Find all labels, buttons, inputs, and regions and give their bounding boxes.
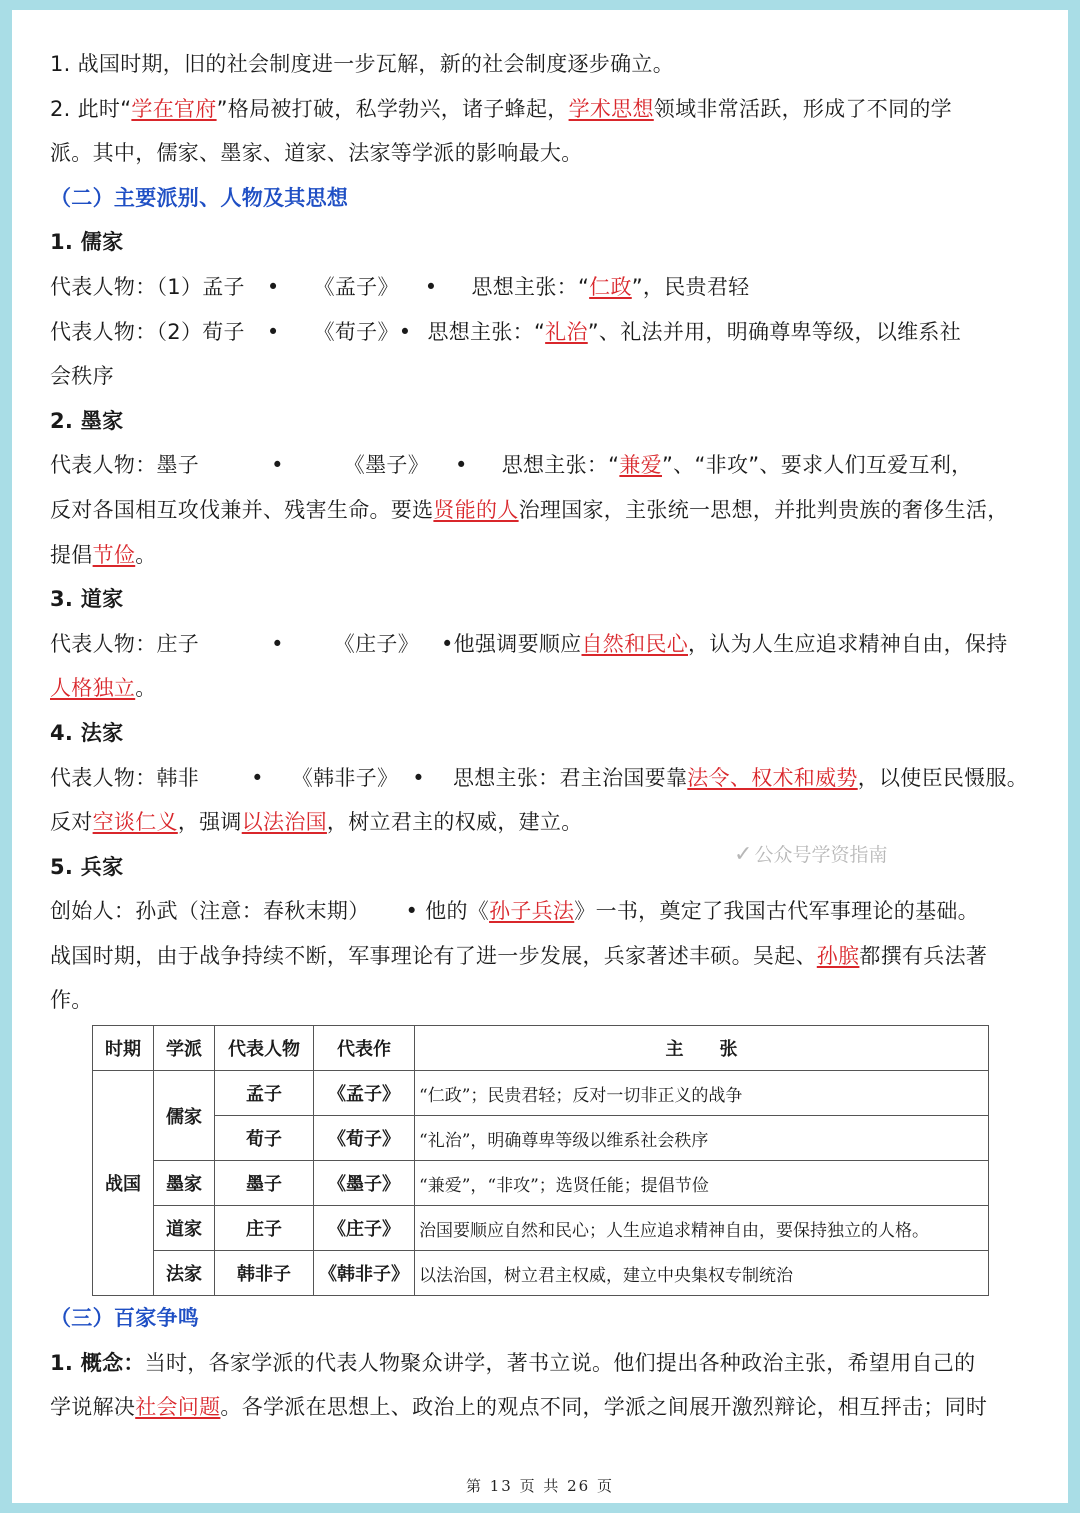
keyword: 社会问题: [135, 1395, 221, 1420]
text: 代表人物：墨子: [50, 453, 200, 478]
text: 会秩序: [50, 364, 114, 389]
school-cell: 墨家: [154, 1161, 215, 1206]
heading-confucian: 1. 儒家: [50, 230, 124, 255]
claim-cell: “礼治”，明确尊卑等级以维系社会秩序: [415, 1116, 989, 1161]
header-period: 时期: [93, 1026, 154, 1071]
text: 》一书，奠定了我国古代军事理论的基础。: [574, 899, 979, 924]
text: ，树立君主的权威，建立。: [326, 810, 583, 835]
text: 作。: [50, 988, 93, 1013]
table-row: [93, 1116, 989, 1161]
text: 思想主张：“: [471, 274, 590, 299]
bullet: •: [266, 274, 280, 299]
text: 反对各国相互攻伐兼并、残害生命。要选: [50, 497, 434, 522]
header-work: 代表作: [314, 1026, 415, 1071]
text: 《荀子》•: [313, 319, 412, 344]
person-cell: 韩非子: [215, 1251, 314, 1296]
section-2-title: （二）主要派别、人物及其思想: [50, 185, 349, 210]
mohist-line-1: [50, 443, 1040, 488]
keyword: 节俭: [92, 542, 136, 567]
keyword: 孙膑: [816, 943, 860, 968]
summary-table: [92, 1025, 989, 1296]
text: 代表人物：（1）孟子: [50, 274, 245, 299]
text: ，以使臣民慑服。: [857, 765, 1029, 790]
header-claim: 主 张: [415, 1026, 989, 1071]
school-cell: 儒家: [154, 1071, 215, 1161]
text: 代表人物：韩非: [50, 765, 200, 790]
claim-cell: “仁政”；民贵君轻；反对一切非正义的战争: [415, 1071, 989, 1116]
text: 1. 战国时期，旧的社会制度进一步瓦解，新的社会制度逐步确立。: [50, 52, 675, 76]
page-footer: 第 13 页 共 26 页: [465, 1477, 614, 1495]
text: 思想主张：“: [427, 319, 546, 344]
bullet: •: [455, 453, 468, 478]
keyword: 学在官府: [131, 96, 217, 121]
text: 《韩非子》: [291, 765, 399, 790]
heading-legalist: 4. 法家: [50, 720, 124, 745]
keyword: 以法治国: [241, 810, 327, 835]
text: ”，民贵君轻: [631, 274, 750, 299]
text: 都撰有兵法著: [859, 943, 988, 968]
claim-cell: 以法治国，树立君主权威，建立中央集权专制统治: [415, 1251, 989, 1296]
watermark-text: 公众号学资指南: [754, 844, 888, 866]
keyword: 法令、权术和威势: [687, 765, 858, 790]
claim-cell: 治国要顺应自然和民心；人生应追求精神自由，要保持独立的人格。: [415, 1206, 989, 1251]
heading-mohist: 2. 墨家: [50, 408, 124, 433]
confucian-line-1: [50, 265, 1040, 310]
military-line-3: [50, 978, 1040, 1023]
school-cell: 道家: [154, 1206, 215, 1251]
keyword: 自然和民心: [581, 631, 688, 656]
text: 治理国家，主张统一思想，并批判贵族的奢侈生活，: [518, 497, 1009, 522]
text: 代表人物：（2）荀子: [50, 319, 245, 344]
keyword: 贤能的人: [433, 497, 519, 522]
text: ”、礼法并用，明确尊卑等级，以维系社: [587, 319, 962, 344]
table-header-row: [93, 1026, 989, 1071]
text: 派。其中，儒家、墨家、道家、法家等学派的影响最大。: [50, 141, 583, 166]
text: 思想主张：君主治国要靠: [452, 765, 688, 790]
text: 代表人物：庄子: [50, 631, 200, 656]
claim-cell: “兼爱”，“非攻”；选贤任能；提倡节俭: [415, 1161, 989, 1206]
mohist-line-3: [50, 533, 1040, 578]
school-cell: 法家: [154, 1251, 215, 1296]
text: 。各学派在思想上、政治上的观点不同，学派之间展开激烈辩论，相互抨击；同时: [220, 1395, 988, 1420]
keyword: 孙子兵法: [489, 899, 575, 924]
legalist-line-2: [50, 800, 1040, 845]
bullet: •: [251, 765, 264, 790]
person-cell: 孟子: [215, 1071, 314, 1116]
text: 学说解决: [50, 1395, 136, 1420]
keyword: 兼爱: [619, 453, 662, 478]
watermark: [734, 840, 887, 867]
military-line-2: [50, 934, 1040, 979]
work-cell: 《孟子》: [314, 1071, 415, 1116]
legalist-line-1: [50, 756, 1040, 801]
text: 《庄子》: [333, 631, 419, 656]
keyword: 礼治: [545, 319, 588, 344]
text: 《墨子》: [343, 453, 429, 478]
table-row: [93, 1071, 989, 1116]
text: 战国时期，由于战争持续不断，军事理论有了进一步发展，兵家著述丰硕。吴起、: [50, 943, 817, 968]
header-person: 代表人物: [215, 1026, 314, 1071]
work-cell: 《韩非子》: [314, 1251, 415, 1296]
text: 2. 此时“: [50, 96, 132, 121]
text: •他强调要顺应: [441, 631, 582, 656]
text: 《孟子》: [313, 274, 399, 299]
table-row: [93, 1206, 989, 1251]
confucian-line-2: [50, 310, 1040, 355]
text: ，认为人生应追求精神自由，保持: [688, 631, 1008, 656]
section-3-title: （三）百家争鸣: [50, 1306, 200, 1331]
work-cell: 《荀子》: [314, 1116, 415, 1161]
person-cell: 荀子: [215, 1116, 314, 1161]
section-3-line-2: [50, 1385, 1040, 1430]
text: 当时，各家学派的代表人物聚众讲学，著书立说。他们提出各种政治主张，希望用自己的: [144, 1350, 976, 1375]
heading-taoist: 3. 道家: [50, 587, 124, 612]
text: 。: [135, 676, 157, 701]
term-label: 1. 概念：: [50, 1350, 145, 1375]
page-content: [50, 42, 1040, 1430]
keyword: 仁政: [589, 274, 632, 299]
taoist-line-1: [50, 622, 1040, 667]
table-row: [93, 1251, 989, 1296]
bullet: •: [412, 765, 425, 790]
work-cell: 《墨子》: [314, 1161, 415, 1206]
keyword: 人格独立: [50, 676, 136, 701]
person-cell: 墨子: [215, 1161, 314, 1206]
text: 提倡: [50, 542, 93, 567]
bullet: •: [266, 319, 280, 344]
keyword: 空谈仁义: [92, 810, 178, 835]
military-line-1: [50, 889, 1040, 934]
heading-military: 5. 兵家: [50, 854, 124, 879]
intro-line-2: [50, 87, 1040, 132]
mohist-line-2: [50, 488, 1040, 533]
text: ”、“非攻”、要求人们互爱互利，: [661, 453, 973, 478]
confucian-line-3: [50, 354, 1040, 399]
table-row: [93, 1161, 989, 1206]
bullet: •: [424, 274, 438, 299]
text: 领域非常活跃，形成了不同的学: [653, 96, 952, 121]
text: 反对: [50, 810, 93, 835]
bullet: •: [271, 453, 284, 478]
person-cell: 庄子: [215, 1206, 314, 1251]
text: ，强调: [177, 810, 242, 835]
text: 创始人：孙武（注意：春秋末期）: [50, 899, 370, 924]
keyword: 学术思想: [568, 96, 654, 121]
taoist-line-2: [50, 666, 1040, 711]
work-cell: 《庄子》: [314, 1206, 415, 1251]
bullet: •: [271, 631, 284, 656]
intro-line-3: [50, 131, 1040, 176]
text: 。: [135, 542, 157, 567]
period-cell: 战国: [93, 1071, 154, 1296]
wechat-mark-icon: ✓: [734, 842, 753, 867]
text: • 他的《: [405, 899, 490, 924]
section-3-line-1: [50, 1341, 1040, 1386]
header-school: 学派: [154, 1026, 215, 1071]
text: 思想主张：“: [501, 453, 620, 478]
document-page: [12, 10, 1068, 1503]
text: ”格局被打破，私学勃兴，诸子蜂起，: [216, 96, 569, 121]
intro-line-1: [50, 42, 1040, 87]
